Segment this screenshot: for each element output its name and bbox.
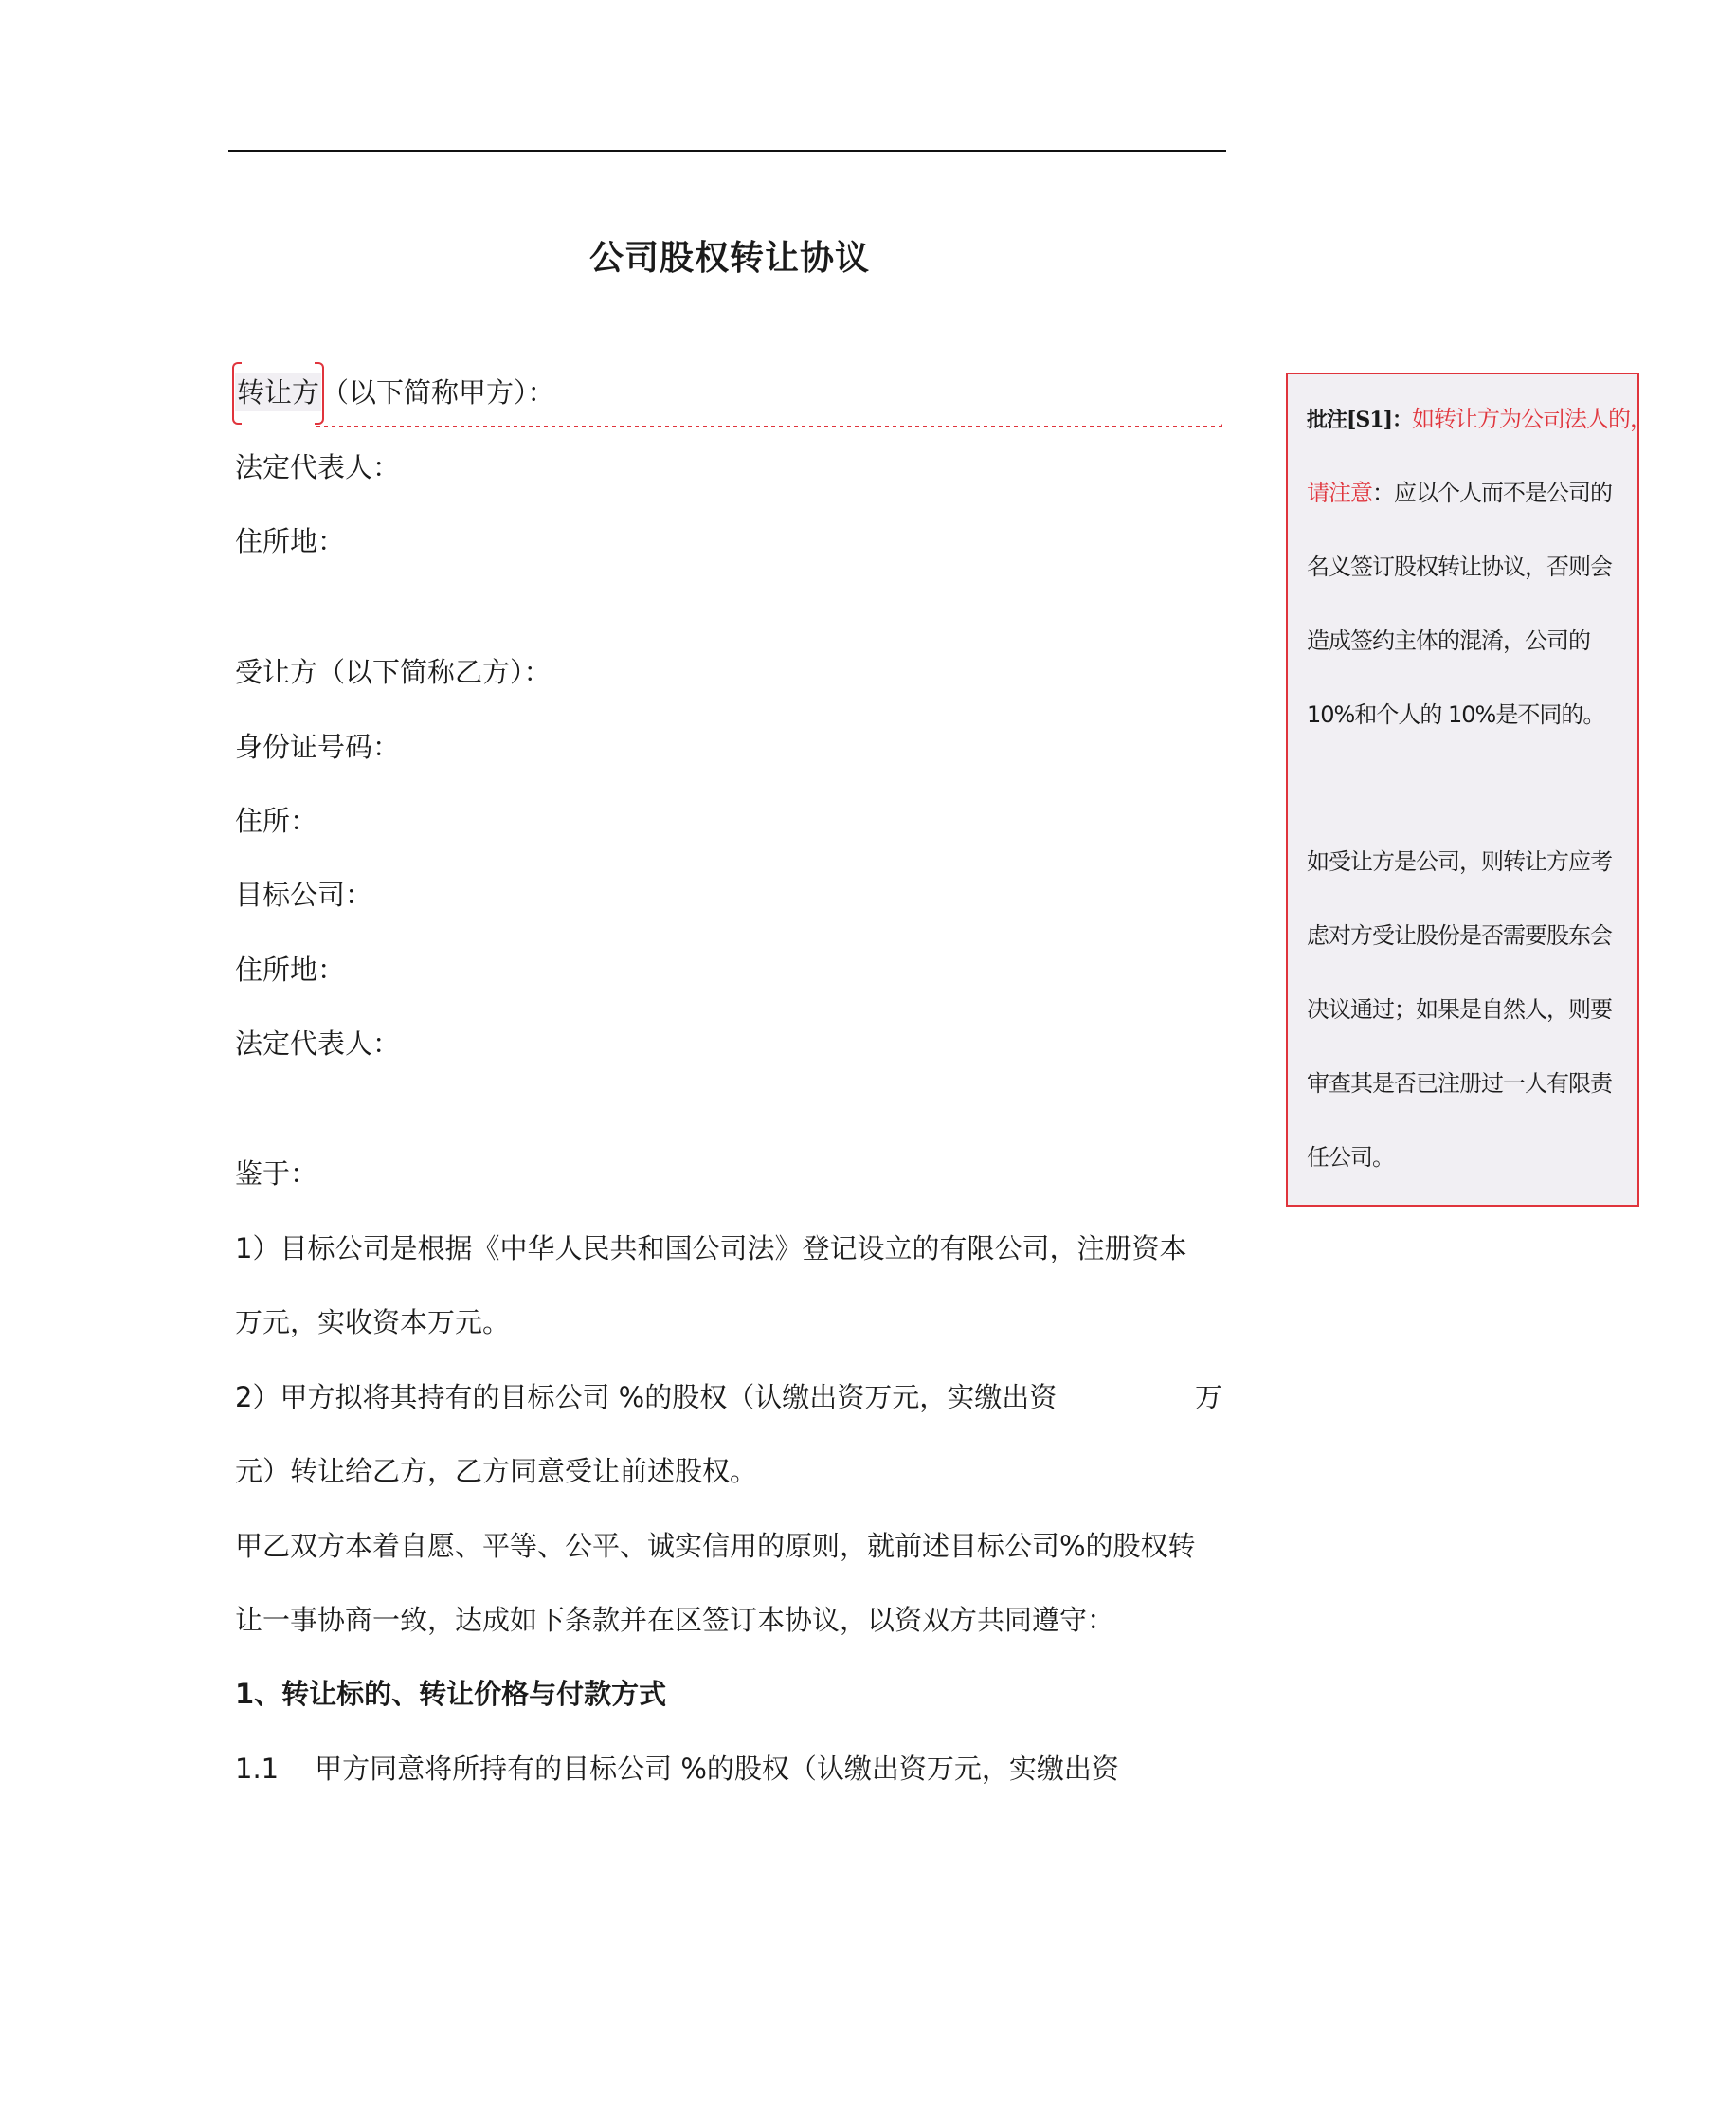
whereas-item2-line1: [235, 1378, 1222, 1416]
target-company-label: 目标公司：: [235, 879, 373, 911]
transferor-label-rest: （以下简称甲方）：: [321, 376, 555, 409]
transferor-legal-rep: 法定代表人：: [235, 451, 401, 483]
comment-highlight-1: 如转让方为公司法人的，: [1412, 406, 1653, 432]
comment-line-6: 如受让方是公司，则转让方应考: [1307, 848, 1612, 875]
clause-1-1-text: 甲方同意将所持有的目标公司 %的股权（认缴出资万元，实缴出资: [315, 1753, 1119, 1785]
clause-1-1-number: 1.1: [235, 1753, 280, 1785]
comment-line-5: 10%和个人的 10%是不同的。: [1307, 701, 1605, 728]
comment-balloon[interactable]: [1286, 373, 1653, 1207]
whereas-item2-line1-end: 万: [1194, 1381, 1222, 1413]
header-rule: [228, 150, 1226, 152]
comment-line-9: 审查其是否已注册过一人有限责: [1307, 1070, 1612, 1097]
comment-anchor-start-bracket: [232, 362, 242, 425]
comment-highlight-2: 请注意: [1307, 480, 1372, 506]
transferee-address: 住所：: [235, 805, 318, 837]
comment-line-10: 任公司。: [1307, 1144, 1394, 1171]
whereas-item1-line2: 万元，实收资本万元。: [235, 1306, 511, 1338]
section1-heading: 1、转让标的、转让价格与付款方式: [235, 1678, 667, 1710]
document-title: 公司股权转让协议: [588, 239, 870, 278]
comment-line-3: 名义签订股权转让协议，否则会: [1307, 554, 1612, 580]
whereas-item2-line1-text: 2）甲方拟将其持有的目标公司 %的股权（认缴出资万元，实缴出资: [235, 1381, 1058, 1413]
comment-line-2-rest: ：应以个人而不是公司的: [1372, 480, 1612, 506]
transferor-marked-term: 转让方: [237, 376, 320, 409]
comment-label: 批注[S1]：: [1307, 408, 1413, 432]
whereas-item1-line1: 1）目标公司是根据《中华人民共和国公司法》登记设立的有限公司，注册资本: [235, 1232, 1187, 1264]
clause-1-1: [235, 1750, 1119, 1788]
preamble-line1: 甲乙双方本着自愿、平等、公平、诚实信用的原则，就前述目标公司%的股权转: [235, 1530, 1196, 1562]
preamble-line2: 让一事协商一致，达成如下条款并在区签订本协议，以资双方共同遵守：: [235, 1604, 1115, 1636]
comment-line-1: [1307, 403, 1652, 436]
transferee-id-number: 身份证号码：: [235, 731, 401, 763]
transferor-address: 住所地：: [235, 525, 346, 557]
comment-connector-line: [316, 387, 1222, 429]
comment-anchor[interactable]: [235, 373, 321, 411]
whereas-heading: 鉴于：: [235, 1157, 318, 1190]
comment-line-4: 造成签约主体的混淆，公司的: [1307, 627, 1590, 654]
whereas-item2-line2: 元）转让给乙方，乙方同意受让前述股权。: [235, 1455, 758, 1487]
target-company-address: 住所地：: [235, 954, 346, 986]
comment-line-7: 虑对方受让股份是否需要股东会: [1307, 922, 1612, 949]
target-company-legal-rep: 法定代表人：: [235, 1027, 401, 1060]
comment-line-8: 决议通过；如果是自然人，则要: [1307, 996, 1612, 1023]
comment-line-2: [1307, 477, 1612, 509]
transferee-label: 受让方（以下简称乙方）：: [235, 656, 552, 688]
